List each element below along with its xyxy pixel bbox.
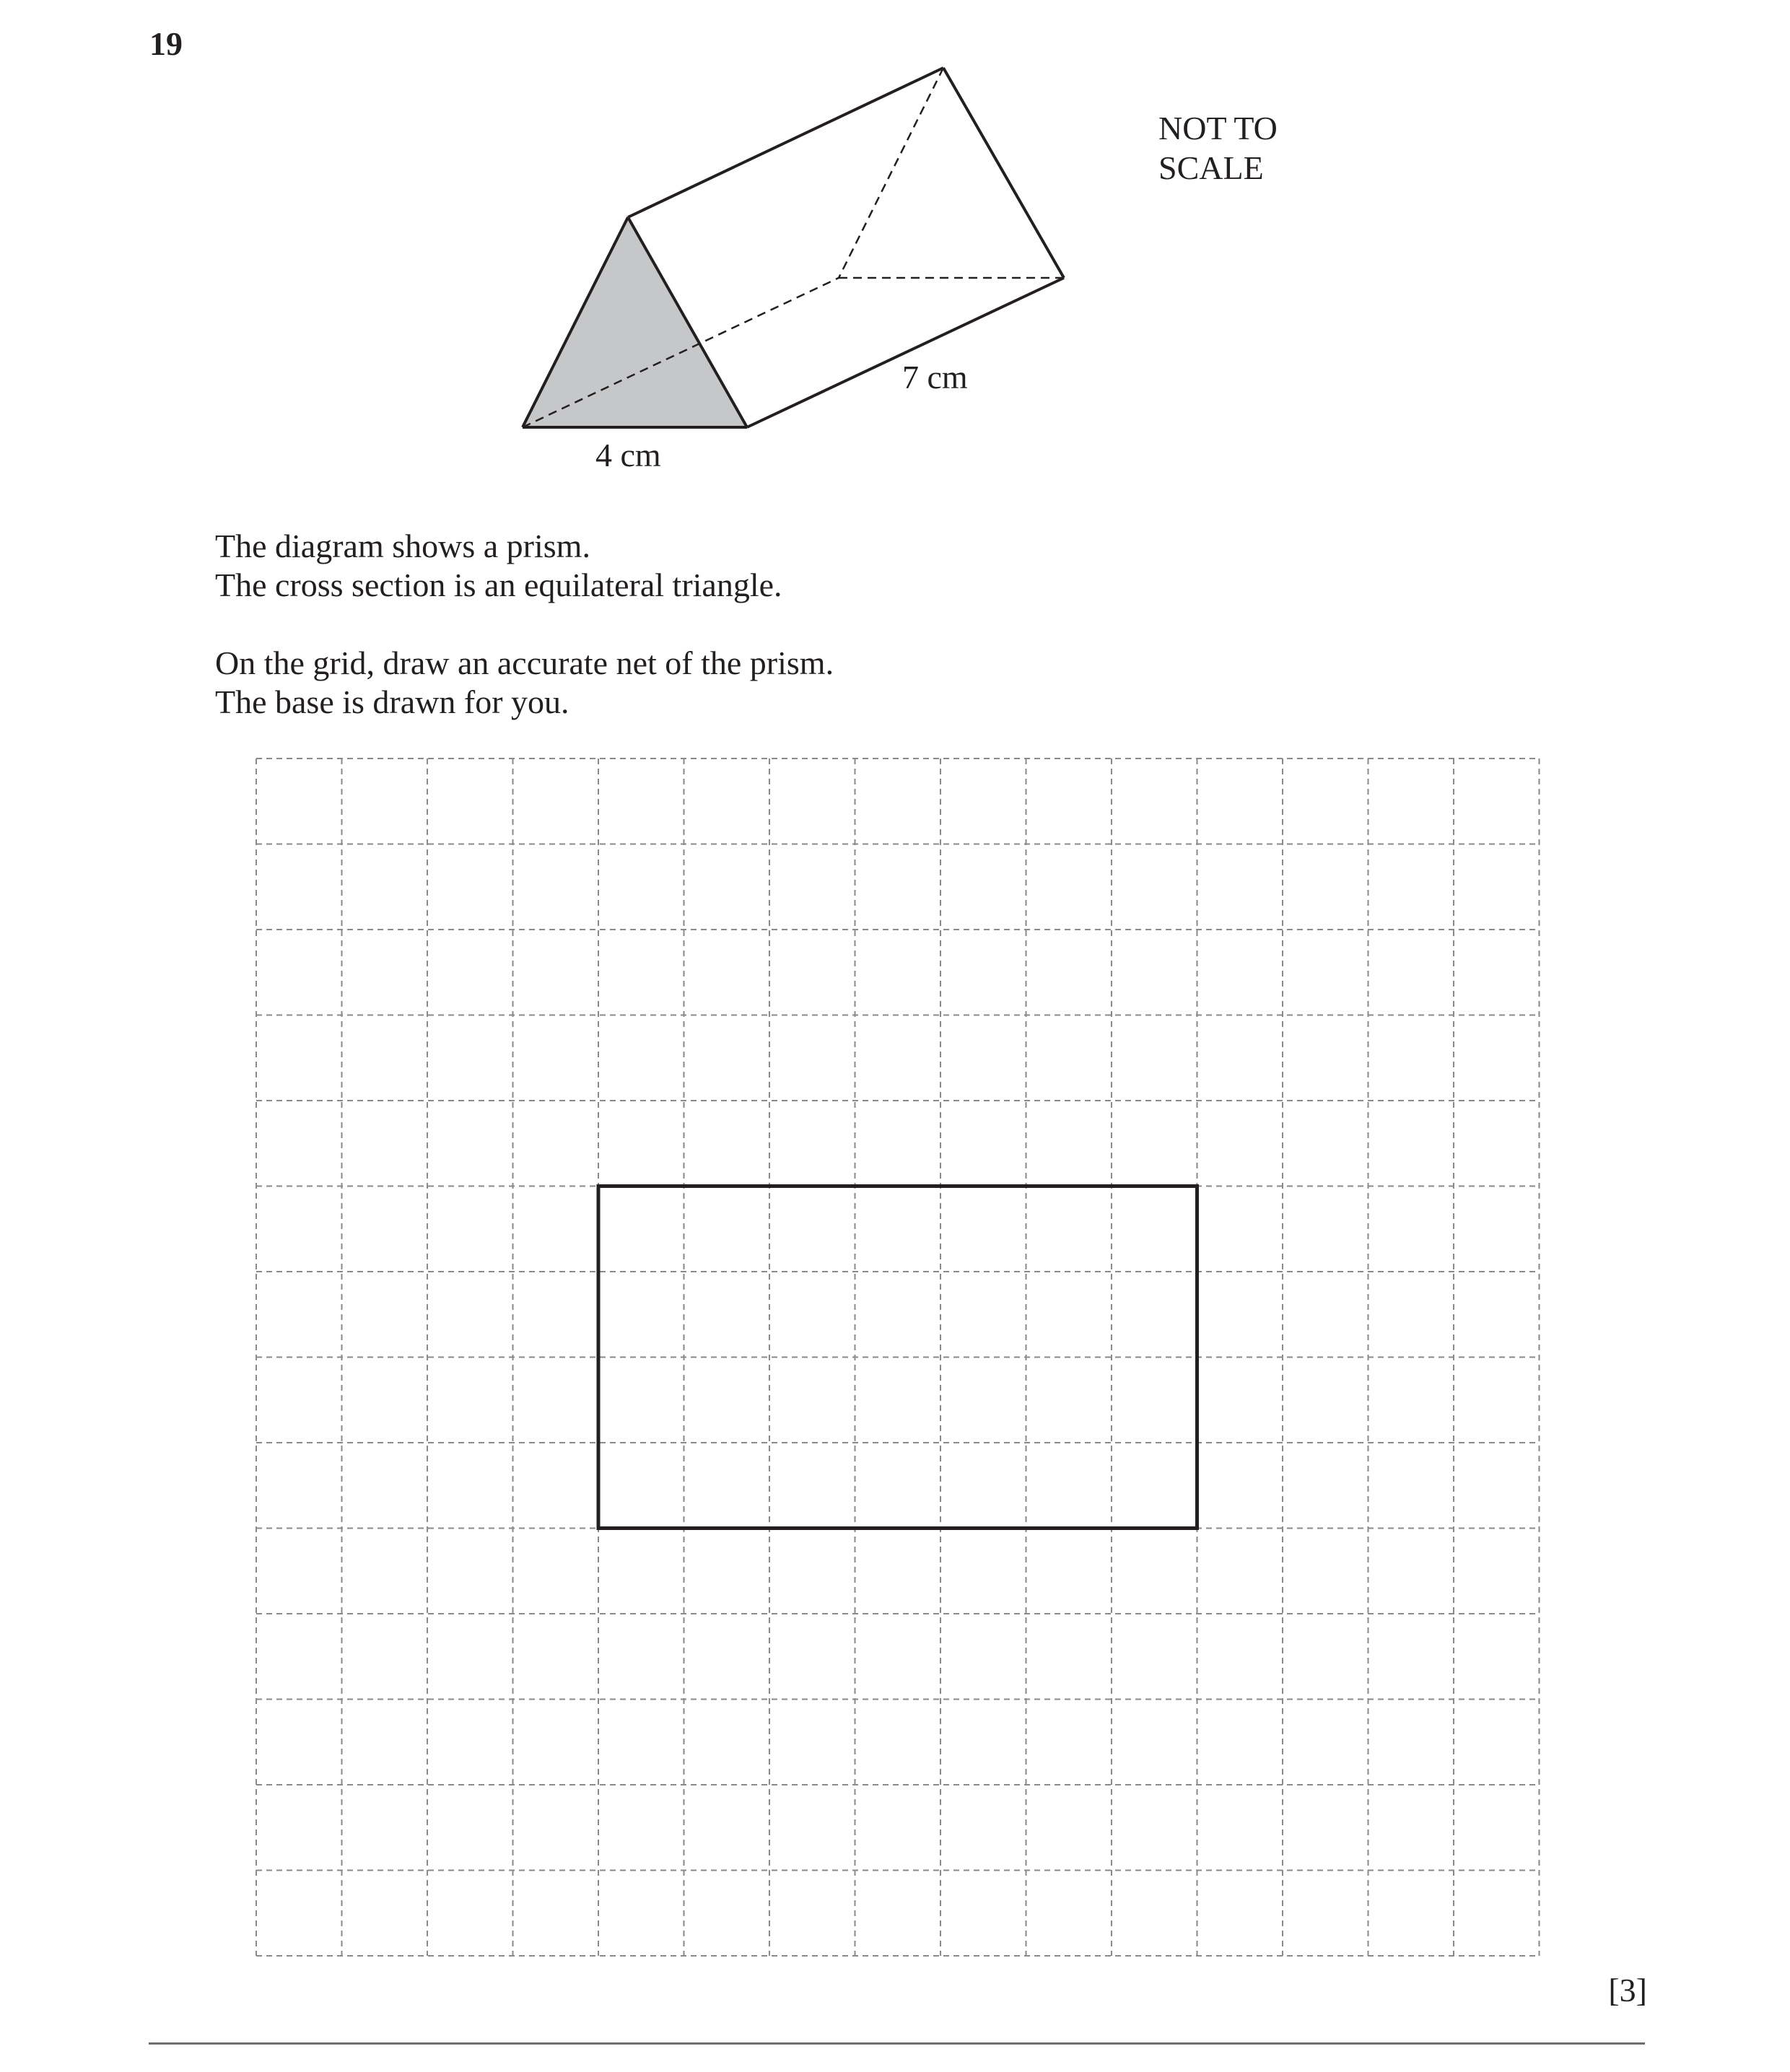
intro-line-2: The cross section is an equilateral triangle. xyxy=(215,567,782,603)
footer-rule xyxy=(149,2042,1645,2045)
length-label: 7 cm xyxy=(902,359,968,395)
not-to-scale-line-2: SCALE xyxy=(1158,149,1264,186)
intro-line-1: The diagram shows a prism. xyxy=(215,528,590,564)
instruction-line-1: On the grid, draw an accurate net of the prism. xyxy=(215,644,834,681)
grid-lines xyxy=(256,759,1540,1956)
base-label: 4 cm xyxy=(595,437,661,473)
marks-indicator: [3] xyxy=(1608,1972,1647,2008)
instruction-line-2: The base is drawn for you. xyxy=(215,683,569,720)
not-to-scale-line-1: NOT TO xyxy=(1158,110,1278,147)
question-number: 19 xyxy=(149,25,183,62)
